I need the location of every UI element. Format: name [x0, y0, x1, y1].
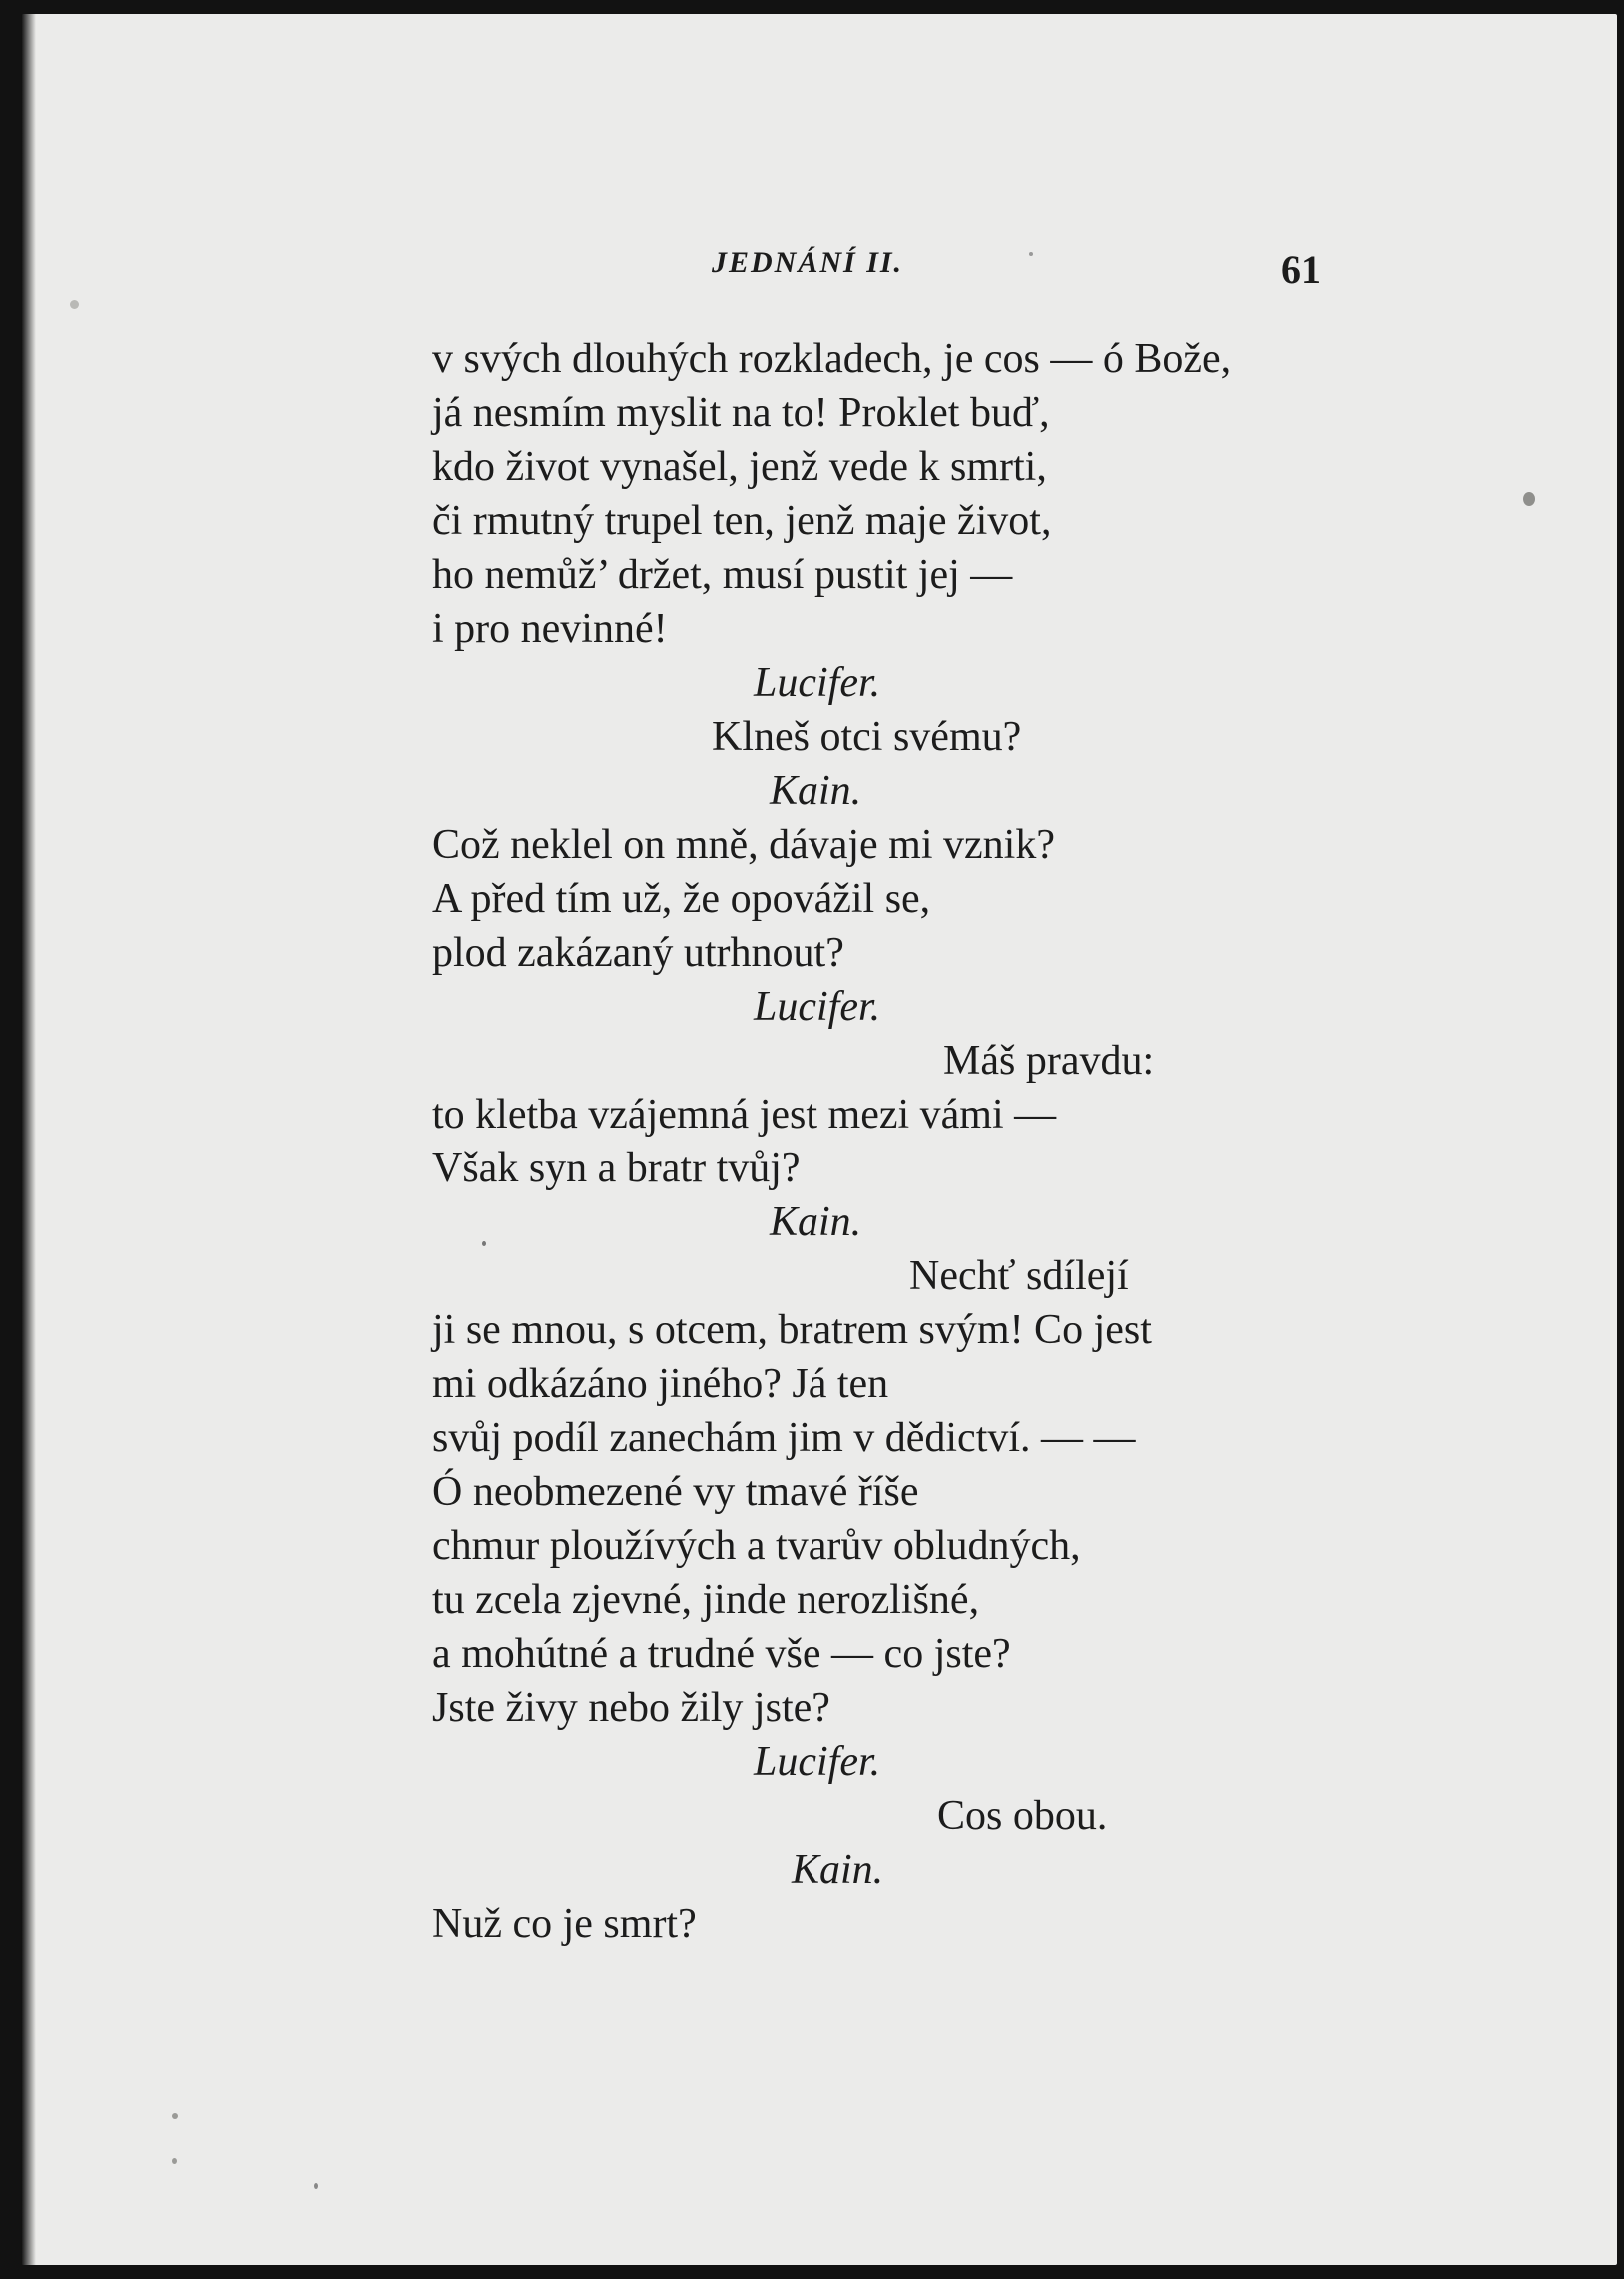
page-content: [22, 14, 1617, 2265]
verse-line: mi odkázáno jiného? Já ten: [432, 1361, 889, 1407]
scan-speck: [314, 2183, 318, 2189]
verse-line: Klneš otci svému?: [712, 714, 1022, 760]
scan-speck: [482, 1241, 486, 1246]
verse-line: ho nemůž’ držet, musí pustit jej —: [432, 552, 1013, 598]
verse-line: či rmutný trupel ten, jenž maje život,: [432, 498, 1052, 544]
verse-line: Nechť sdílejí: [909, 1253, 1129, 1299]
verse-line: v svých dlouhých rozkladech, je cos — ó Bože,: [432, 336, 1232, 382]
speaker-name: Lucifer.: [754, 1739, 881, 1785]
verse-line: Nuž co je smrt?: [432, 1901, 697, 1947]
verse-line: A před tím už, že opovážil se,: [432, 876, 931, 922]
binding-shadow: [22, 14, 36, 2265]
speaker-name: Lucifer.: [754, 660, 881, 706]
verse-line: kdo život vynašel, jenž vede k smrti,: [432, 444, 1047, 490]
verse-line: Což neklel on mně, dávaje mi vznik?: [432, 822, 1055, 868]
speaker-name: Kain.: [770, 1199, 862, 1245]
speaker-name: Lucifer.: [754, 984, 881, 1030]
speaker-name: Kain.: [770, 768, 862, 814]
verse-line: já nesmím myslit na to! Proklet buď,: [432, 390, 1050, 436]
scan-speck: [1523, 492, 1535, 506]
verse-line: svůj podíl zanechám jim v dědictví. — —: [432, 1415, 1136, 1461]
book-page: [22, 14, 1617, 2265]
verse-line: i pro nevinné!: [432, 606, 668, 652]
verse-line: chmur ploužívých a tvarův obludných,: [432, 1523, 1081, 1569]
verse-line: Však syn a bratr tvůj?: [432, 1145, 801, 1191]
page-number: 61: [1281, 247, 1321, 292]
verse-line: Ó neobmezené vy tmavé říše: [432, 1469, 919, 1515]
verse-line: tu zcela zjevné, jinde nerozlišné,: [432, 1577, 980, 1623]
verse-line: plod zakázaný utrhnout?: [432, 930, 844, 976]
verse-text: [432, 332, 1331, 1951]
speaker-name: Kain.: [792, 1847, 884, 1893]
verse-line: to kletba vzájemná jest mezi vámi —: [432, 1092, 1057, 1138]
verse-line: Cos obou.: [937, 1793, 1108, 1839]
scan-speck: [172, 2158, 177, 2164]
scan-speck: [70, 300, 79, 309]
verse-line: a mohútné a trudné vše — co jste?: [432, 1631, 1011, 1677]
verse-line: Máš pravdu:: [943, 1038, 1155, 1084]
scan-speck: [1029, 252, 1033, 256]
scan-speck: [172, 2113, 178, 2119]
running-head: JEDNÁNÍ II.: [712, 246, 904, 279]
verse-line: Jste živy nebo žily jste?: [432, 1685, 830, 1731]
verse-line: ji se mnou, s otcem, bratrem svým! Co jest: [432, 1307, 1152, 1353]
